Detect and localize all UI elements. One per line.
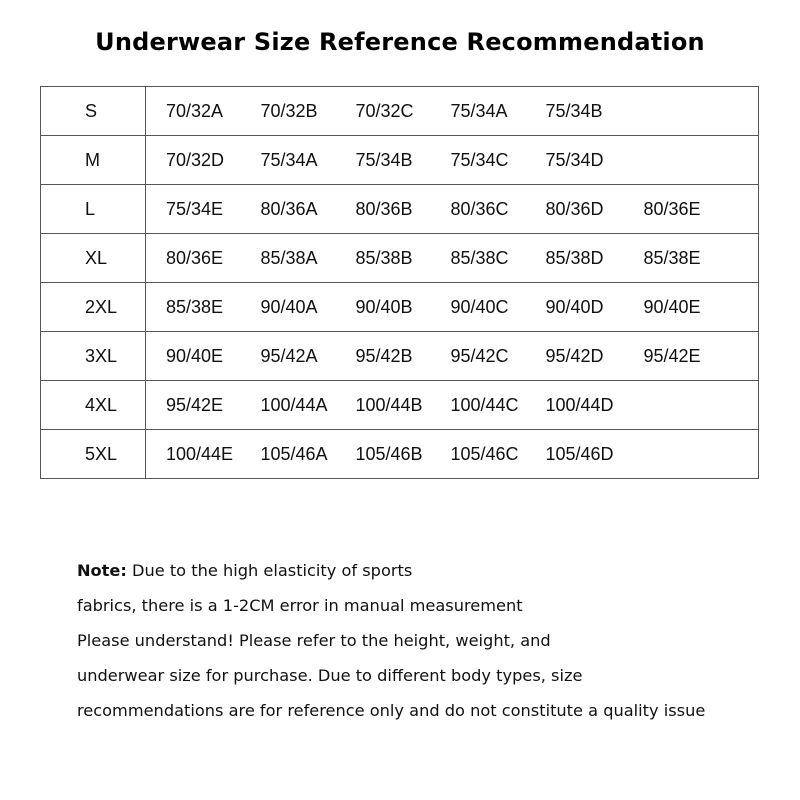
note-line [77,557,757,592]
table-cell [624,381,759,430]
table-cell: 70/32B [241,87,336,136]
table-cell: 90/40B [336,283,431,332]
table-cell: 75/34E [146,185,241,234]
table-cell: 85/38C [431,234,526,283]
table-cell: 85/38B [336,234,431,283]
table-cell: 95/42B [336,332,431,381]
table-cell: 85/38D [526,234,624,283]
table-row [41,185,759,234]
table-cell: 75/34A [241,136,336,185]
size-label: 5XL [41,430,146,479]
table-cell: 80/36E [146,234,241,283]
note-line: fabrics, there is a 1-2CM error in manual measurement [77,596,523,615]
page-title: Underwear Size Reference Recommendation [95,28,705,56]
table-cell: 75/34A [431,87,526,136]
size-table [40,86,759,479]
table-cell [624,87,759,136]
table-cell: 105/46A [241,430,336,479]
table-cell: 90/40C [431,283,526,332]
table-cell: 80/36C [431,185,526,234]
table-cell: 100/44B [336,381,431,430]
table-cell: 100/44A [241,381,336,430]
table-cell: 80/36B [336,185,431,234]
note-label: Note: [77,561,127,580]
note-first-line: Due to the high elasticity of sports [126,561,413,580]
table-cell: 75/34B [526,87,624,136]
table-cell: 75/34B [336,136,431,185]
size-label: M [41,136,146,185]
note-line: underwear size for purchase. Due to different body types, size [77,666,583,685]
size-label: 2XL [41,283,146,332]
table-cell: 95/42A [241,332,336,381]
table-cell: 90/40E [624,283,759,332]
table-cell [624,136,759,185]
table-cell: 95/42C [431,332,526,381]
size-label: L [41,185,146,234]
table-row [41,87,759,136]
table-cell: 80/36E [624,185,759,234]
table-cell: 95/42E [624,332,759,381]
table-row [41,283,759,332]
table-cell: 85/38E [146,283,241,332]
table-cell: 90/40D [526,283,624,332]
note-line: Please understand! Please refer to the height, weight, and [77,631,551,650]
table-cell: 100/44D [526,381,624,430]
table-cell: 85/38E [624,234,759,283]
table-cell: 95/42D [526,332,624,381]
table-cell: 105/46D [526,430,624,479]
table-row [41,430,759,479]
table-cell [624,430,759,479]
table-cell: 90/40A [241,283,336,332]
table-row [41,234,759,283]
table-cell: 70/32A [146,87,241,136]
note-line: recommendations are for reference only and do not constitute a quality issue [77,701,706,720]
table-cell: 100/44E [146,430,241,479]
size-label: XL [41,234,146,283]
table-row [41,332,759,381]
table-cell: 80/36D [526,185,624,234]
table-cell: 95/42E [146,381,241,430]
table-cell: 75/34D [526,136,624,185]
table-row [41,136,759,185]
table-cell: 75/34C [431,136,526,185]
table-cell: 105/46C [431,430,526,479]
table-cell: 70/32C [336,87,431,136]
size-label: S [41,87,146,136]
size-label: 3XL [41,332,146,381]
table-cell: 70/32D [146,136,241,185]
note-section [77,557,757,732]
table-cell: 80/36A [241,185,336,234]
table-cell: 90/40E [146,332,241,381]
size-label: 4XL [41,381,146,430]
table-cell: 100/44C [431,381,526,430]
table-row [41,381,759,430]
table-cell: 105/46B [336,430,431,479]
table-cell: 85/38A [241,234,336,283]
